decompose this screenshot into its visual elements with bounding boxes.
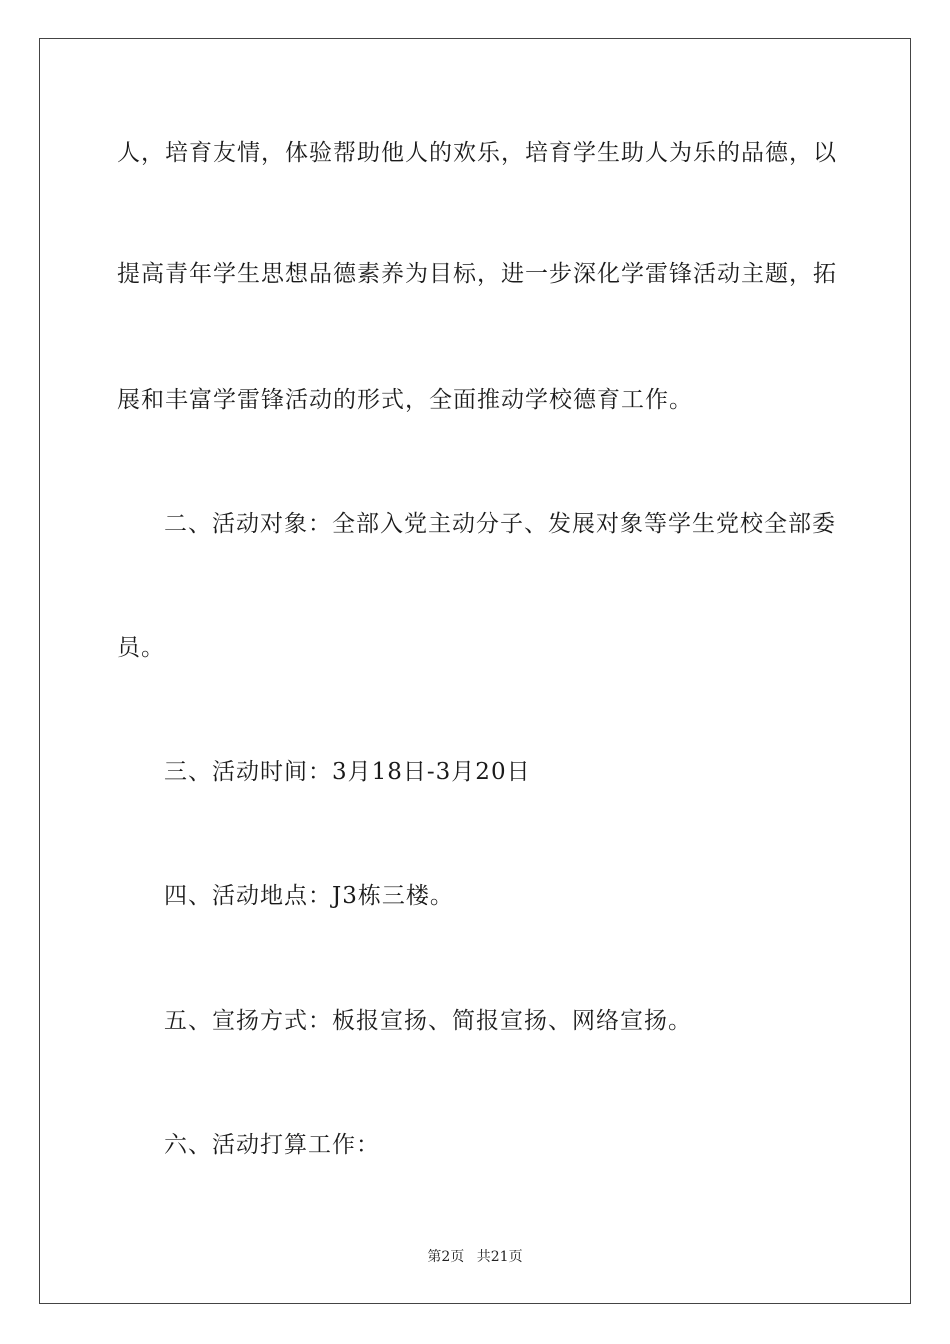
section-heading-publicity-method: 五、宣扬方式：板报宣扬、简报宣扬、网络宣扬。 (164, 1008, 692, 1034)
page-number: 第2页 (427, 1249, 465, 1265)
page-frame (39, 38, 911, 1304)
body-text-line: 提高青年学生思想品德素养为目标，进一步深化学雷锋活动主题，拓 (117, 261, 837, 287)
body-text-line: 人，培育友情，体验帮助他人的欢乐，培育学生助人为乐的品德，以 (117, 140, 837, 166)
page-footer (0, 1246, 950, 1266)
section-heading-activity-location: 四、活动地点：J3栋三楼。 (164, 883, 454, 909)
page-total: 共21页 (476, 1249, 523, 1265)
section-heading-preparation-work: 六、活动打算工作： (164, 1132, 380, 1158)
body-text-line: 展和丰富学雷锋活动的形式，全面推动学校德育工作。 (117, 387, 693, 413)
section-heading-activity-time: 三、活动时间：3月18日-3月20日 (164, 759, 531, 785)
section-heading-activity-target: 二、活动对象：全部入党主动分子、发展对象等学生党校全部委 (164, 511, 836, 537)
body-text-line: 员。 (117, 635, 165, 661)
